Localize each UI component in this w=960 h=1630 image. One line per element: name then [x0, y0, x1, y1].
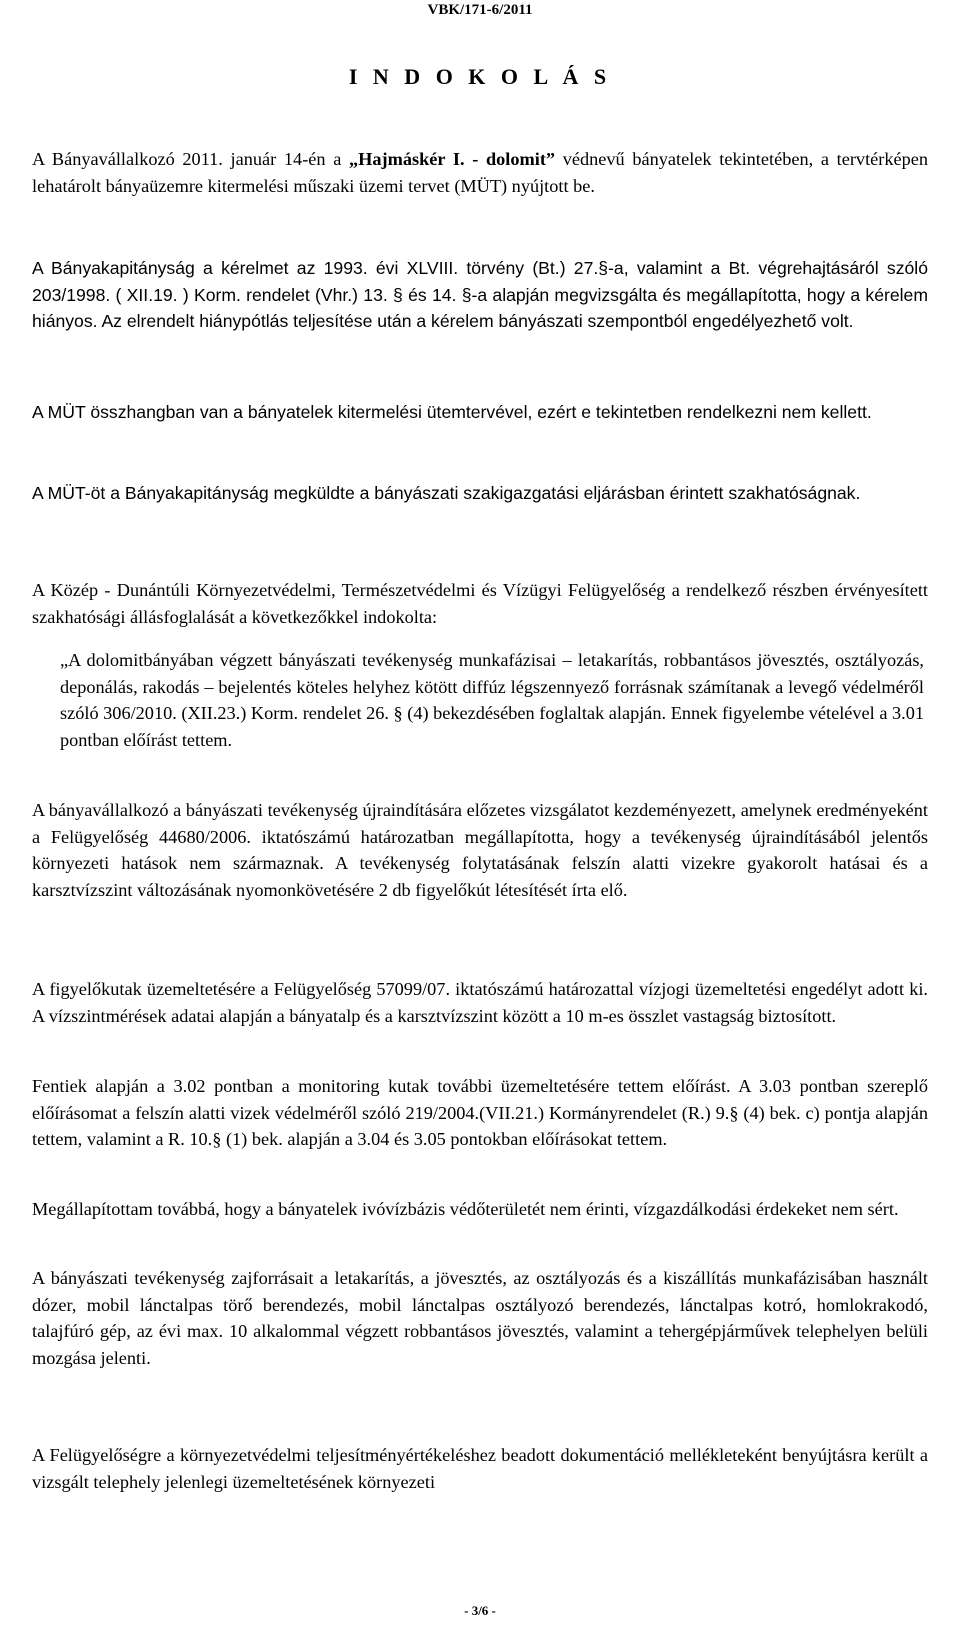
- paragraph-11: A Felügyelőségre a környezetvédelmi teljesítményértékeléshez beadott dokumentáció mellékleteként benyújtásra került a vizsgált telephely jelenlegi üzemeltetésének környezeti: [32, 1445, 928, 1492]
- paragraph-3: A MÜT összhangban van a bányatelek kitermelési ütemtervével, ezért e tekintetben rendelkezni nem kellett.: [32, 402, 872, 422]
- paragraph-4: A MÜT-öt a Bányakapitányság megküldte a bányászati szakigazgatási eljárásban érintett szakhatóságnak.: [32, 483, 861, 503]
- page-number: - 3/6 -: [464, 1603, 496, 1618]
- paragraph-6: A bányavállalkozó a bányászati tevékenység újraindítására előzetes vizsgálatot kezdeményezett, amelynek eredményeként a Felügyelőség 44680/2006. iktatószámú határozatban megállapította, hogy a tevékenység újraindításából jelentős környezeti hatások nem származnak. A tevékenység folytatásának felszín alatti vizekre gyakorolt hatásai és a karsztvízszint változásának nyomonkövetésére 2 db figyelőkút létesítését írta elő.: [32, 800, 928, 900]
- paragraph-8: Fentiek alapján a 3.02 pontban a monitoring kutak további üzemeltetésére tettem előírást. A 3.03 pontban szereplő előírásomat a felszín alatti vizek védelméről szóló 219/2004.(VII.21.) Kormányrendelet (R.) 9.§ (4) bek. c) pontja alapján tettem, valamint a R. 10.§ (1) bek. alapján a 3.04 és 3.05 pontokban előírásokat tettem.: [32, 1076, 928, 1149]
- document-title: I N D O K O L Á S: [348, 64, 612, 89]
- paragraph-7: A figyelőkutak üzemeltetésére a Felügyelőség 57099/07. iktatószámú határozattal vízjogi üzemeltetési engedélyt adott ki. A vízszintmérések adatai alapján a bányatalp és a karsztvízszint között a 10 m-es összlet vastagság biztosított.: [32, 979, 928, 1026]
- paragraph-1: A Bányavállalkozó 2011. január 14-én a „Hajmáskér I. - dolomit” védnevű bányatelek tekintetében, a tervtérképen lehatárolt bányaüzemre kitermelési műszaki üzemi tervet (MÜT) nyújtott be.: [32, 149, 928, 196]
- document-reference: VBK/171-6/2011: [427, 2, 533, 18]
- paragraph-9: Megállapítottam továbbá, hogy a bányatelek ivóvízbázis védőterületét nem érinti, vízgazdálkodási érdekeket nem sért.: [32, 1199, 899, 1219]
- paragraph-5: A Közép - Dunántúli Környezetvédelmi, Természetvédelmi és Vízügyi Felügyelőség a rendelkező részben érvényesített szakhatósági állásfoglalását a következőkkel indokolta:: [32, 580, 928, 627]
- paragraph-10: A bányászati tevékenység zajforrásait a letakarítás, a jövesztés, az osztályozás és a kiszállítás munkafázisában használt dózer, mobil lánctalpas törő berendezés, mobil lánctalpas osztályozó berendezés, lánctalpas kotró, homlokrakodó, talajfúró gép, az évi max. 10 alkalommal végzett robbantásos jövesztés, valamint a tehergépjárművek telephelyen belüli mozgása jelenti.: [32, 1268, 928, 1368]
- mine-name: „Hajmáskér I. - dolomit”: [349, 149, 556, 169]
- paragraph-2: A Bányakapitányság a kérelmet az 1993. évi XLVIII. törvény (Bt.) 27.§-a, valamint a Bt. végrehajtásáról szóló 203/1998. ( XII.19. ) Korm. rendelet (Vhr.) 13. § és 14. §-a alapján megvizsgálta és megállapította, hogy a kérelem hiányos. Az elrendelt hiánypótlás teljesítése után a kérelem bányászati szempontból engedélyezhető volt.: [32, 258, 928, 331]
- quoted-paragraph-1: „A dolomitbányában végzett bányászati tevékenység munkafázisai – letakarítás, robbantásos jövesztés, osztályozás, deponálás, rakodás – bejelentés köteles helyhez kötött diffúz légszennyező forrásnak számítanak a levegő védelméről szóló 306/2010. (XII.23.) Korm. rendelet 26. § (4) bekezdésében foglaltak alapján. Ennek figyelembe vételével a 3.01 pontban előírást tettem.: [60, 650, 924, 750]
